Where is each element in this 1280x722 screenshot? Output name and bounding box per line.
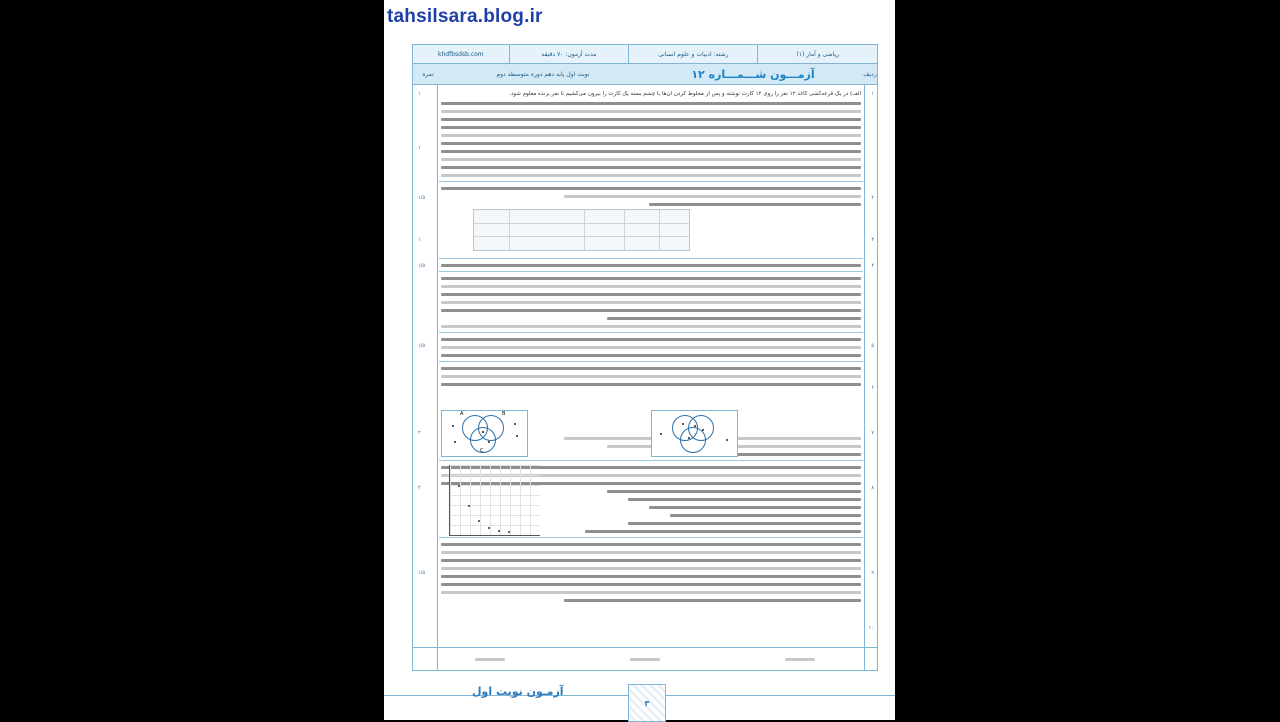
question-score: ۲ (418, 485, 421, 491)
footer-title: آزمـون نوبت اول (472, 685, 564, 698)
scatter-grid (449, 465, 540, 536)
header-website: khdfbsdsb.com (438, 50, 484, 58)
header-row-label: ردیف (863, 70, 877, 78)
question-score: ۱ (418, 237, 421, 243)
question-number: ۴ (871, 263, 874, 269)
question-number: ۵ (871, 343, 874, 349)
venn-label-c: C (480, 448, 484, 454)
question-number: ۹ (871, 570, 874, 576)
question-score: ۱/۵ (418, 195, 426, 201)
venn-diagram-left (441, 410, 528, 457)
exam-sheet (412, 44, 878, 671)
question-number: ۷ (871, 430, 874, 436)
question-score: ۱/۵ (418, 263, 426, 269)
exam-title: آزمـــون شـــمـــاره ۱۲ (691, 67, 815, 81)
page-number: ۳ (644, 698, 650, 708)
exam-footer (413, 647, 877, 670)
exam-subtitle: نوبت اول پایه دهم دوره متوسطه دوم (496, 70, 590, 78)
page-footer (384, 685, 895, 720)
page-number-tab (628, 684, 666, 722)
venn-label-a: A (460, 411, 464, 417)
header-subject: ریاضی و آمار (۱) (757, 45, 877, 63)
question-score: ۲ (418, 430, 421, 436)
header-duration: مدت آزمون: ۷۰ دقیقه (509, 45, 629, 63)
question-score: ۱ (418, 91, 421, 97)
question-score: ۱ (418, 145, 421, 151)
score-column (413, 85, 438, 670)
site-watermark[interactable]: tahsilsara.blog.ir (387, 6, 543, 27)
question-number: ۲ (871, 195, 874, 201)
header-field: رشته: ادبیات و علوم انسانی (628, 45, 757, 63)
venn-diagram-right (651, 410, 738, 457)
question-score: ۱/۵ (418, 570, 426, 576)
question-score: ۱/۵ (418, 343, 426, 349)
question-number-column (864, 85, 877, 670)
question-number: ۶ (871, 385, 874, 391)
question-number: ۱ (871, 91, 874, 97)
question-number: ۳ (871, 237, 874, 243)
question-area (439, 85, 863, 646)
question-1-text: الف) در یک قرعه‌کشی کاغذ ۱۲ نفر را روی ۱۲ کارت نوشته و پس از مخلوط کردن آن‌ها با چشم بسته یک کارت را بیرون می‌کشیم تا نفر برنده معلوم شود. (509, 91, 861, 97)
header-score-label: نمره (422, 70, 434, 78)
question-number: ۸ (871, 485, 874, 491)
header-title-row (413, 64, 877, 85)
question-number: ۱۰ (868, 625, 874, 631)
statistics-table (473, 209, 690, 251)
header-info-row (413, 45, 877, 64)
venn-label-b: B (502, 411, 506, 417)
